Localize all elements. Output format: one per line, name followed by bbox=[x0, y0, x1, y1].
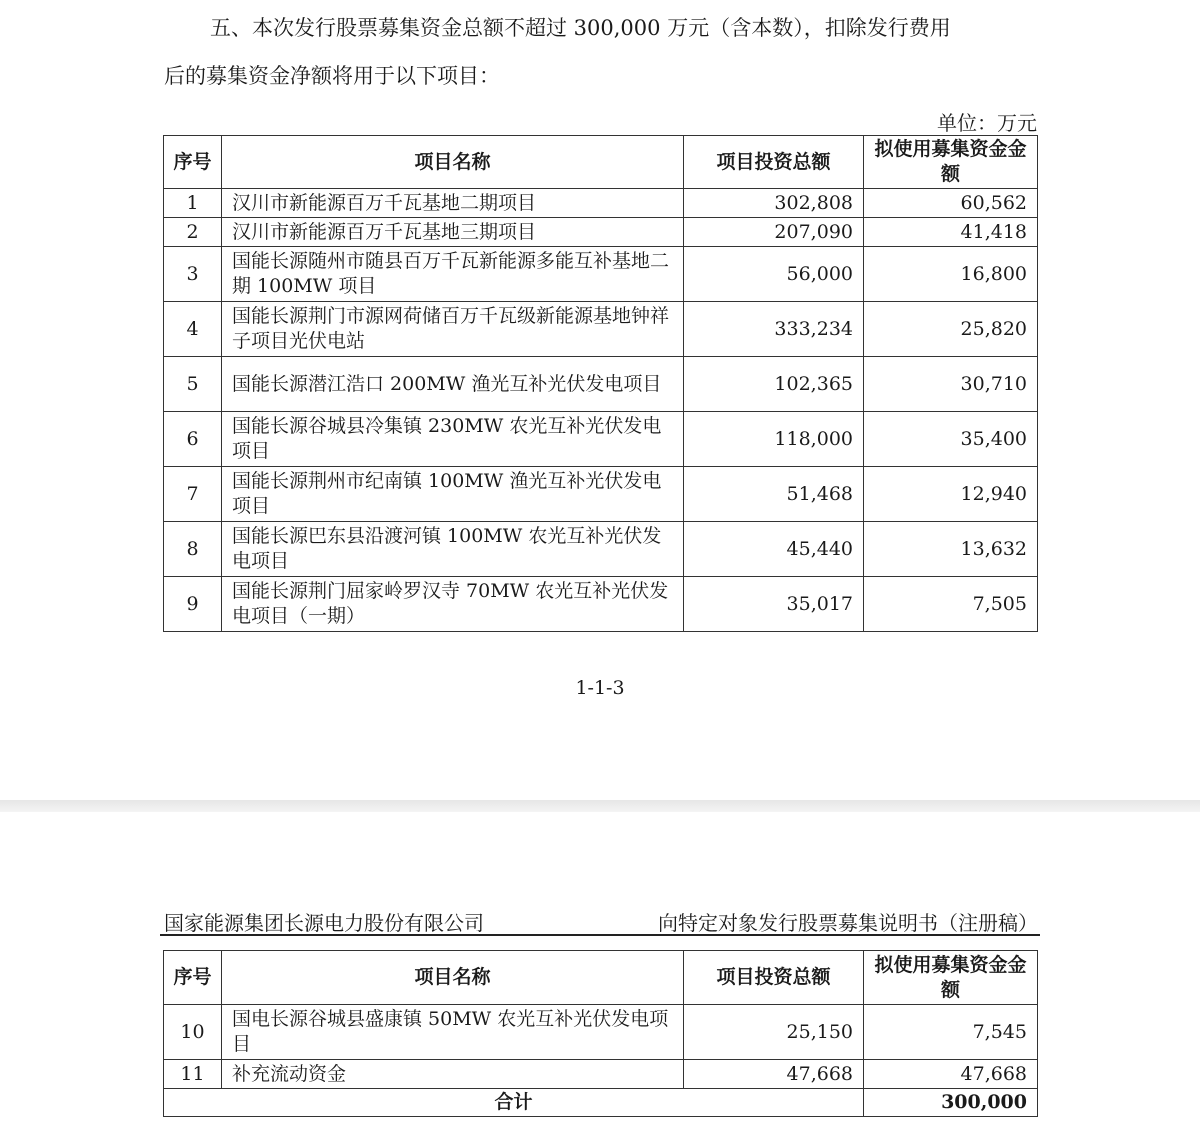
row-project-name: 国能长源巴东县沿渡河镇 100MW 农光互补光伏发电项目 bbox=[222, 522, 684, 577]
page-number: 1-1-3 bbox=[575, 677, 625, 699]
fund-use-table bbox=[163, 135, 1038, 632]
total-funds: 300,000 bbox=[864, 1089, 1038, 1117]
row-no: 2 bbox=[164, 218, 222, 247]
unit-label: 单位：万元 bbox=[937, 111, 1037, 135]
running-header-company: 国家能源集团长源电力股份有限公司 bbox=[164, 911, 484, 935]
row-planned-funds: 47,668 bbox=[864, 1060, 1038, 1089]
row-project-name: 国能长源荆门市源网荷储百万千瓦级新能源基地钟祥子项目光伏电站 bbox=[222, 302, 684, 357]
row-project-name: 汉川市新能源百万千瓦基地二期项目 bbox=[222, 189, 684, 218]
table-header-row bbox=[164, 951, 1038, 1005]
table-header-row bbox=[164, 136, 1038, 189]
table-row bbox=[164, 1060, 1038, 1089]
row-total-investment: 51,468 bbox=[684, 467, 864, 522]
row-total-investment: 47,668 bbox=[684, 1060, 864, 1089]
row-project-name: 国能长源潜江浩口 200MW 渔光互补光伏发电项目 bbox=[222, 357, 684, 412]
row-total-investment: 102,365 bbox=[684, 357, 864, 412]
row-no: 4 bbox=[164, 302, 222, 357]
header-total-investment: 项目投资总额 bbox=[684, 136, 864, 189]
table-row bbox=[164, 189, 1038, 218]
row-project-name: 国能长源随州市随县百万千瓦新能源多能互补基地二期 100MW 项目 bbox=[222, 247, 684, 302]
row-total-investment: 118,000 bbox=[684, 412, 864, 467]
row-no: 5 bbox=[164, 357, 222, 412]
row-no: 7 bbox=[164, 467, 222, 522]
header-name: 项目名称 bbox=[222, 951, 684, 1005]
row-planned-funds: 30,710 bbox=[864, 357, 1038, 412]
table-row bbox=[164, 522, 1038, 577]
row-project-name: 补充流动资金 bbox=[222, 1060, 684, 1089]
row-no: 6 bbox=[164, 412, 222, 467]
row-project-name: 汉川市新能源百万千瓦基地三期项目 bbox=[222, 218, 684, 247]
total-label: 合计 bbox=[164, 1089, 864, 1117]
fund-use-table-continued bbox=[163, 950, 1038, 1117]
row-planned-funds: 25,820 bbox=[864, 302, 1038, 357]
table-row bbox=[164, 357, 1038, 412]
table-row bbox=[164, 247, 1038, 302]
header-total-investment: 项目投资总额 bbox=[684, 951, 864, 1005]
row-planned-funds: 7,505 bbox=[864, 577, 1038, 632]
table-row bbox=[164, 1005, 1038, 1060]
row-no: 3 bbox=[164, 247, 222, 302]
row-no: 10 bbox=[164, 1005, 222, 1060]
intro-paragraph-line1: 五、本次发行股票募集资金总额不超过 300,000 万元（含本数），扣除发行费用 bbox=[210, 16, 951, 40]
row-total-investment: 56,000 bbox=[684, 247, 864, 302]
table-row bbox=[164, 302, 1038, 357]
header-divider bbox=[160, 934, 1040, 936]
row-total-investment: 25,150 bbox=[684, 1005, 864, 1060]
row-planned-funds: 60,562 bbox=[864, 189, 1038, 218]
header-no: 序号 bbox=[164, 136, 222, 189]
row-planned-funds: 7,545 bbox=[864, 1005, 1038, 1060]
row-planned-funds: 35,400 bbox=[864, 412, 1038, 467]
header-planned-funds: 拟使用募集资金金额 bbox=[864, 951, 1038, 1005]
row-total-investment: 302,808 bbox=[684, 189, 864, 218]
row-project-name: 国能长源荆门屈家岭罗汉寺 70MW 农光互补光伏发电项目（一期） bbox=[222, 577, 684, 632]
row-project-name: 国电长源谷城县盛康镇 50MW 农光互补光伏发电项目 bbox=[222, 1005, 684, 1060]
header-planned-funds: 拟使用募集资金金额 bbox=[864, 136, 1038, 189]
row-planned-funds: 13,632 bbox=[864, 522, 1038, 577]
page-separator bbox=[0, 800, 1200, 812]
row-no: 11 bbox=[164, 1060, 222, 1089]
row-project-name: 国能长源荆州市纪南镇 100MW 渔光互补光伏发电项目 bbox=[222, 467, 684, 522]
row-total-investment: 45,440 bbox=[684, 522, 864, 577]
row-planned-funds: 41,418 bbox=[864, 218, 1038, 247]
table-row bbox=[164, 467, 1038, 522]
table-row bbox=[164, 577, 1038, 632]
row-project-name: 国能长源谷城县冷集镇 230MW 农光互补光伏发电项目 bbox=[222, 412, 684, 467]
running-header-document: 向特定对象发行股票募集说明书（注册稿） bbox=[658, 911, 1038, 935]
row-no: 9 bbox=[164, 577, 222, 632]
table-row bbox=[164, 412, 1038, 467]
table-row bbox=[164, 218, 1038, 247]
row-total-investment: 207,090 bbox=[684, 218, 864, 247]
header-no: 序号 bbox=[164, 951, 222, 1005]
row-total-investment: 35,017 bbox=[684, 577, 864, 632]
row-no: 1 bbox=[164, 189, 222, 218]
document-page-2 bbox=[0, 812, 1200, 1133]
intro-paragraph-line2: 后的募集资金净额将用于以下项目： bbox=[164, 64, 500, 88]
row-total-investment: 333,234 bbox=[684, 302, 864, 357]
row-planned-funds: 16,800 bbox=[864, 247, 1038, 302]
row-planned-funds: 12,940 bbox=[864, 467, 1038, 522]
header-name: 项目名称 bbox=[222, 136, 684, 189]
row-no: 8 bbox=[164, 522, 222, 577]
total-row bbox=[164, 1089, 1038, 1117]
